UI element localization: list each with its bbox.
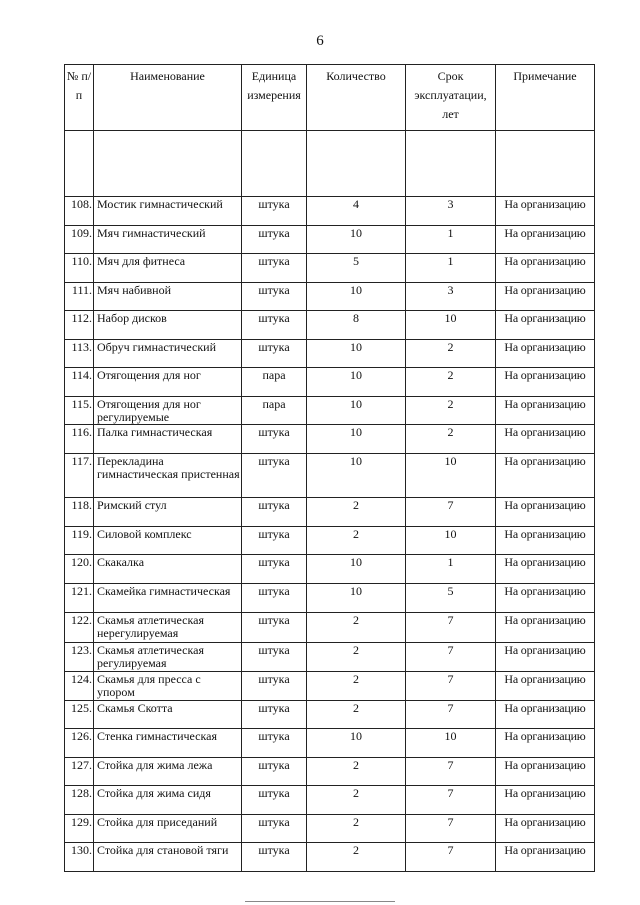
row-qty: 10: [307, 226, 406, 254]
table-row: [65, 758, 595, 786]
row-qty: 5: [307, 254, 406, 283]
row-num: 120.: [65, 555, 94, 584]
row-term: 2: [406, 425, 496, 454]
row-term: 7: [406, 701, 496, 729]
row-note: На организацию: [496, 584, 595, 613]
row-unit: штука: [242, 613, 307, 643]
row-num: 122.: [65, 613, 94, 643]
row-note: На организацию: [496, 527, 595, 555]
table-row: [65, 786, 595, 815]
row-term: 7: [406, 643, 496, 672]
row-note: На организацию: [496, 729, 595, 758]
row-term: 3: [406, 283, 496, 311]
table-row: [65, 527, 595, 555]
table-row: [65, 340, 595, 368]
header-term: Срок эксплуатации, лет: [406, 65, 496, 131]
header-note: Примечание: [496, 65, 595, 131]
row-note: На организацию: [496, 786, 595, 815]
row-note: На организацию: [496, 226, 595, 254]
row-term: 1: [406, 226, 496, 254]
row-qty: 8: [307, 311, 406, 340]
row-qty: 2: [307, 701, 406, 729]
row-qty: 2: [307, 672, 406, 701]
row-name: Мяч гимнастический: [94, 226, 242, 254]
row-note: На организацию: [496, 613, 595, 643]
row-term: 3: [406, 197, 496, 226]
row-unit: штука: [242, 729, 307, 758]
row-note: На организацию: [496, 397, 595, 425]
row-note: На организацию: [496, 758, 595, 786]
table-row: [65, 584, 595, 613]
row-qty: 2: [307, 527, 406, 555]
row-qty: 10: [307, 425, 406, 454]
row-note: На организацию: [496, 311, 595, 340]
row-name: Отягощения для ног: [94, 368, 242, 397]
row-name: Скамья для пресса с упором: [94, 672, 242, 701]
row-note: На организацию: [496, 283, 595, 311]
row-name: Скамья атлетическая нерегулируемая: [94, 613, 242, 643]
row-note: На организацию: [496, 843, 595, 872]
row-name: Набор дисков: [94, 311, 242, 340]
row-num: 123.: [65, 643, 94, 672]
row-note: На организацию: [496, 340, 595, 368]
table-row: [65, 397, 595, 425]
row-num: 110.: [65, 254, 94, 283]
row-note: На организацию: [496, 815, 595, 843]
row-name: Обруч гимнастический: [94, 340, 242, 368]
header-unit: Единица измерения: [242, 65, 307, 131]
row-unit: штука: [242, 643, 307, 672]
row-qty: 10: [307, 397, 406, 425]
row-term: 10: [406, 311, 496, 340]
row-num: 125.: [65, 701, 94, 729]
row-term: 7: [406, 815, 496, 843]
row-num: 126.: [65, 729, 94, 758]
row-name: Перекладина гимнастическая пристенная: [94, 454, 242, 498]
table-row: [65, 672, 595, 701]
row-unit: штука: [242, 454, 307, 498]
row-unit: штука: [242, 197, 307, 226]
row-num: 113.: [65, 340, 94, 368]
row-term: 10: [406, 729, 496, 758]
row-num: 114.: [65, 368, 94, 397]
row-term: 7: [406, 786, 496, 815]
row-num: 128.: [65, 786, 94, 815]
row-num: 108.: [65, 197, 94, 226]
header-num: № п/п: [65, 65, 94, 131]
row-term: 2: [406, 397, 496, 425]
row-name: Скамейка гимнастическая: [94, 584, 242, 613]
row-qty: 10: [307, 555, 406, 584]
row-name: Стойка для приседаний: [94, 815, 242, 843]
row-qty: 2: [307, 643, 406, 672]
row-unit: штука: [242, 340, 307, 368]
row-qty: 10: [307, 340, 406, 368]
row-note: На организацию: [496, 254, 595, 283]
row-term: 5: [406, 584, 496, 613]
row-qty: 2: [307, 758, 406, 786]
row-num: 124.: [65, 672, 94, 701]
table-row: [65, 425, 595, 454]
row-num: 119.: [65, 527, 94, 555]
row-name: Скамья атлетическая регулируемая: [94, 643, 242, 672]
row-unit: штука: [242, 555, 307, 584]
row-name: Палка гимнастическая: [94, 425, 242, 454]
table-row: [65, 498, 595, 527]
row-name: Римский стул: [94, 498, 242, 527]
row-unit: штука: [242, 425, 307, 454]
table-row: [65, 254, 595, 283]
row-qty: 10: [307, 729, 406, 758]
row-unit: штука: [242, 527, 307, 555]
table-row: [65, 643, 595, 672]
row-note: На организацию: [496, 672, 595, 701]
row-num: 112.: [65, 311, 94, 340]
row-unit: пара: [242, 397, 307, 425]
header-name: Наименование: [94, 65, 242, 131]
row-unit: штука: [242, 672, 307, 701]
row-term: 10: [406, 527, 496, 555]
row-qty: 2: [307, 786, 406, 815]
row-unit: штука: [242, 283, 307, 311]
row-note: На организацию: [496, 454, 595, 498]
row-note: На организацию: [496, 368, 595, 397]
row-qty: 4: [307, 197, 406, 226]
row-term: 2: [406, 368, 496, 397]
table-row: [65, 311, 595, 340]
row-unit: штука: [242, 584, 307, 613]
table-row: [65, 454, 595, 498]
row-unit: штука: [242, 498, 307, 527]
row-unit: штука: [242, 254, 307, 283]
row-num: 109.: [65, 226, 94, 254]
row-unit: штука: [242, 786, 307, 815]
row-num: 121.: [65, 584, 94, 613]
row-term: 1: [406, 555, 496, 584]
row-note: На организацию: [496, 643, 595, 672]
table-row: [65, 613, 595, 643]
row-note: На организацию: [496, 425, 595, 454]
header-qty: Количество: [307, 65, 406, 131]
row-name: Стойка для жима сидя: [94, 786, 242, 815]
row-note: На организацию: [496, 498, 595, 527]
row-name: Силовой комплекс: [94, 527, 242, 555]
table-body: [65, 131, 595, 872]
row-name: Мяч для фитнеса: [94, 254, 242, 283]
page-number: 6: [316, 33, 324, 49]
row-unit: штука: [242, 311, 307, 340]
row-name: Скакалка: [94, 555, 242, 584]
row-unit: штука: [242, 226, 307, 254]
header-spacer-row: [65, 131, 595, 197]
row-num: 115.: [65, 397, 94, 425]
equipment-table: [64, 64, 595, 872]
row-num: 127.: [65, 758, 94, 786]
footer-rule: [245, 901, 395, 902]
row-qty: 10: [307, 454, 406, 498]
row-term: 2: [406, 340, 496, 368]
row-qty: 2: [307, 843, 406, 872]
row-term: 7: [406, 498, 496, 527]
row-unit: пара: [242, 368, 307, 397]
table-row: [65, 729, 595, 758]
table-row: [65, 283, 595, 311]
row-term: 7: [406, 758, 496, 786]
table-row: [65, 555, 595, 584]
row-num: 118.: [65, 498, 94, 527]
row-term: 10: [406, 454, 496, 498]
row-qty: 10: [307, 584, 406, 613]
row-num: 117.: [65, 454, 94, 498]
row-num: 116.: [65, 425, 94, 454]
table-row: [65, 368, 595, 397]
row-name: Стойка для жима лежа: [94, 758, 242, 786]
row-num: 111.: [65, 283, 94, 311]
row-name: Отягощения для ног регулируемые: [94, 397, 242, 425]
row-qty: 10: [307, 283, 406, 311]
row-unit: штука: [242, 843, 307, 872]
row-num: 129.: [65, 815, 94, 843]
row-name: Стенка гимнастическая: [94, 729, 242, 758]
row-term: 7: [406, 672, 496, 701]
row-note: На организацию: [496, 555, 595, 584]
row-term: 7: [406, 613, 496, 643]
row-name: Мостик гимнастический: [94, 197, 242, 226]
row-unit: штука: [242, 701, 307, 729]
table-header-row: [65, 65, 595, 131]
row-note: На организацию: [496, 197, 595, 226]
row-qty: 2: [307, 613, 406, 643]
row-term: 7: [406, 843, 496, 872]
table-row: [65, 197, 595, 226]
table-row: [65, 843, 595, 872]
row-unit: штука: [242, 815, 307, 843]
row-qty: 10: [307, 368, 406, 397]
table-row: [65, 815, 595, 843]
table-row: [65, 226, 595, 254]
row-unit: штука: [242, 758, 307, 786]
row-name: Мяч набивной: [94, 283, 242, 311]
table-row: [65, 701, 595, 729]
row-qty: 2: [307, 498, 406, 527]
row-num: 130.: [65, 843, 94, 872]
row-term: 1: [406, 254, 496, 283]
row-qty: 2: [307, 815, 406, 843]
row-note: На организацию: [496, 701, 595, 729]
row-name: Стойка для становой тяги: [94, 843, 242, 872]
row-name: Скамья Скотта: [94, 701, 242, 729]
